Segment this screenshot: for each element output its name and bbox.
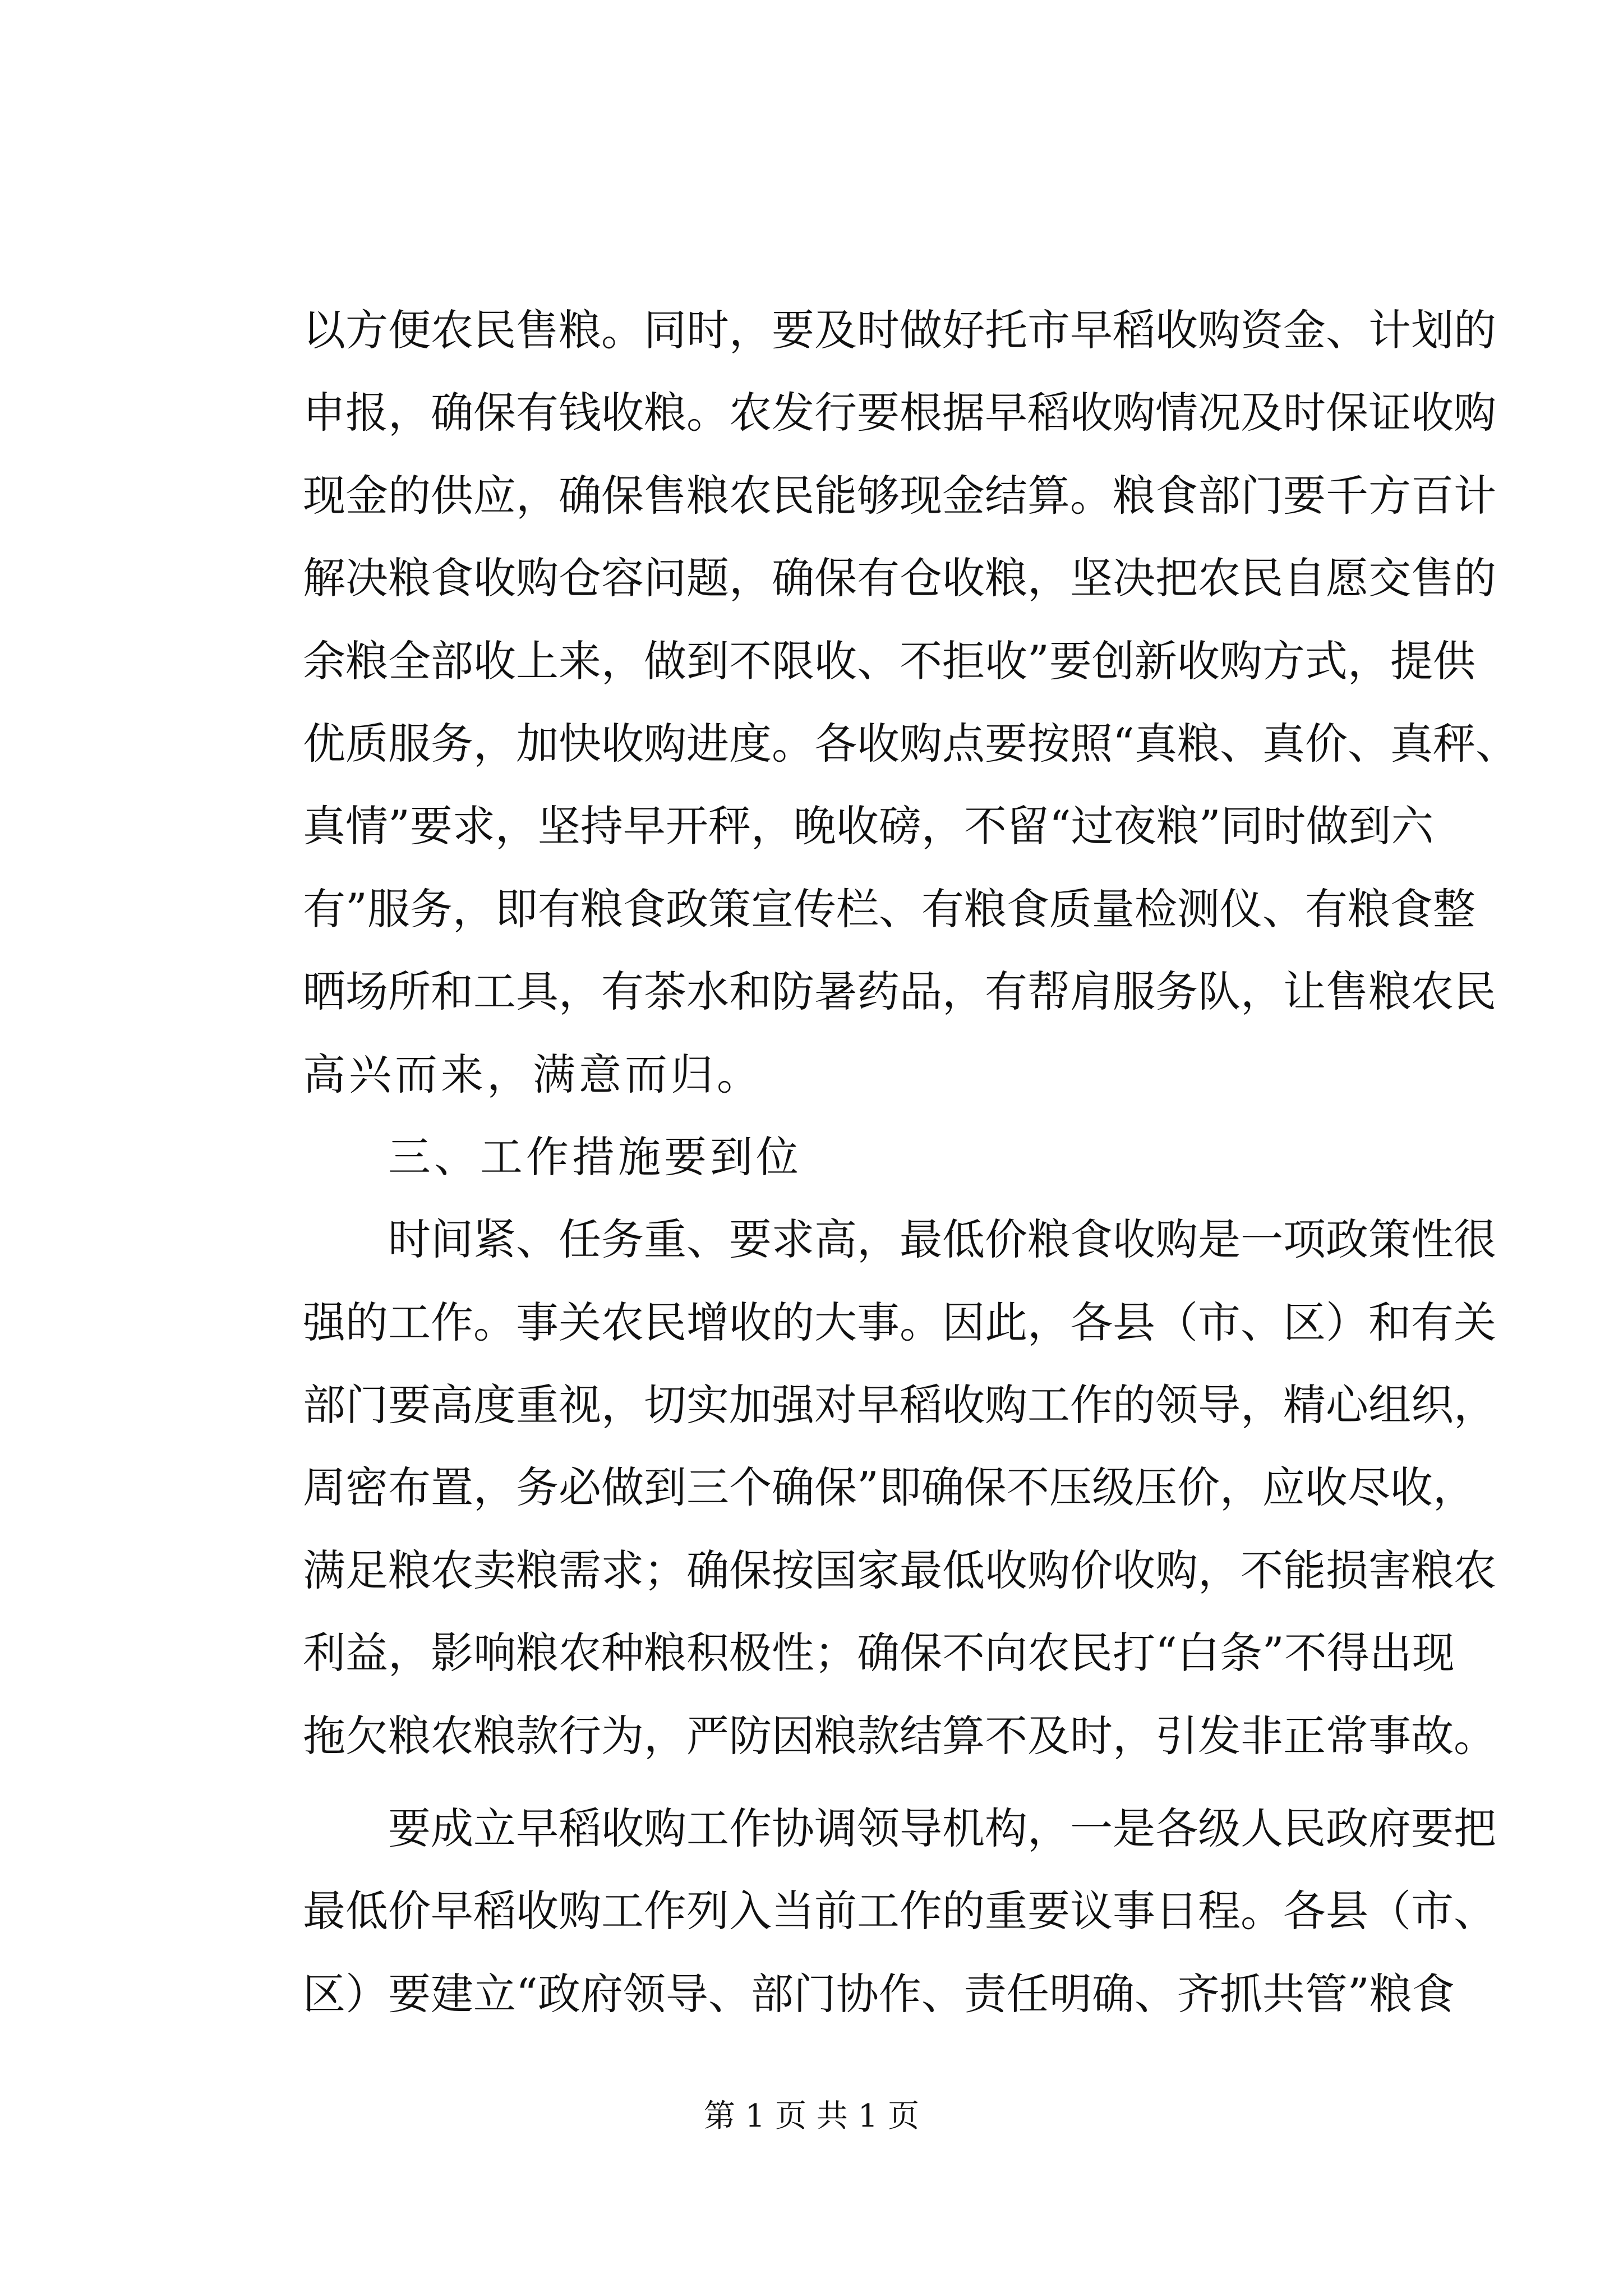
text-line: 周密布置，务必做到三个确保”即确保不压级压价，应收尽收， xyxy=(303,1462,1476,1513)
document-body xyxy=(303,289,1518,2035)
text-line: 申报，确保有钱收粮。农发行要根据早稻收购情况及时保证收购 xyxy=(303,388,1496,438)
text-line: 强的工作。事关农民增收的大事。因此，各县（市、区）和有关 xyxy=(303,1297,1496,1347)
text-line: 利益，影响粮农种粮积极性；确保不向农民打“白条”不得出现 xyxy=(303,1628,1455,1678)
text-line: 时间紧、任务重、要求高，最低价粮食收购是一项政策性很 xyxy=(388,1214,1496,1265)
text-line: 优质服务，加快收购进度。各收购点要按照“真粮、真价、真秤、 xyxy=(303,718,1518,769)
text-line: 真情”要求，坚持早开秤，晚收磅，不留“过夜粮”同时做到六 xyxy=(303,801,1434,852)
text-line: 拖欠粮农粮款行为，严防因粮款结算不及时，引发非正常事故。 xyxy=(303,1710,1496,1761)
text-line: 高兴而来，满意而归。 xyxy=(303,1049,763,1099)
text-line: 最低价早稻收购工作列入当前工作的重要议事日程。各县（市、 xyxy=(303,1886,1496,1936)
text-line: 余粮全部收上来，做到不限收、不拒收”要创新收购方式，提供 xyxy=(303,636,1476,686)
text-line: 以方便农民售粮。同时，要及时做好托市早稻收购资金、计划的 xyxy=(303,305,1496,355)
text-line: 区）要建立“政府领导、部门协作、责任明确、齐抓共管”粮食 xyxy=(303,1968,1455,2019)
text-line: 满足粮农卖粮需求；确保按国家最低收购价收购，不能损害粮农 xyxy=(303,1545,1496,1595)
text-line: 现金的供应，确保售粮农民能够现金结算。粮食部门要千方百计 xyxy=(303,470,1496,521)
text-line: 有”服务，即有粮食政策宣传栏、有粮食质量检测仪、有粮食整 xyxy=(303,884,1476,934)
text-line: 部门要高度重视，切实加强对早稻收购工作的领导，精心组织， xyxy=(303,1380,1496,1430)
text-line: 解决粮食收购仓容问题，确保有仓收粮，坚决把农民自愿交售的 xyxy=(303,553,1496,604)
text-line: 要成立早稻收购工作协调领导机构，一是各级人民政府要把 xyxy=(388,1803,1496,1854)
text-line: 晒场所和工具，有茶水和防暑药品，有帮肩服务队，让售粮农民 xyxy=(303,967,1496,1017)
section-heading: 三、工作措施要到位 xyxy=(388,1131,802,1182)
page-footer: 第 1 页 共 1 页 xyxy=(703,2098,920,2134)
